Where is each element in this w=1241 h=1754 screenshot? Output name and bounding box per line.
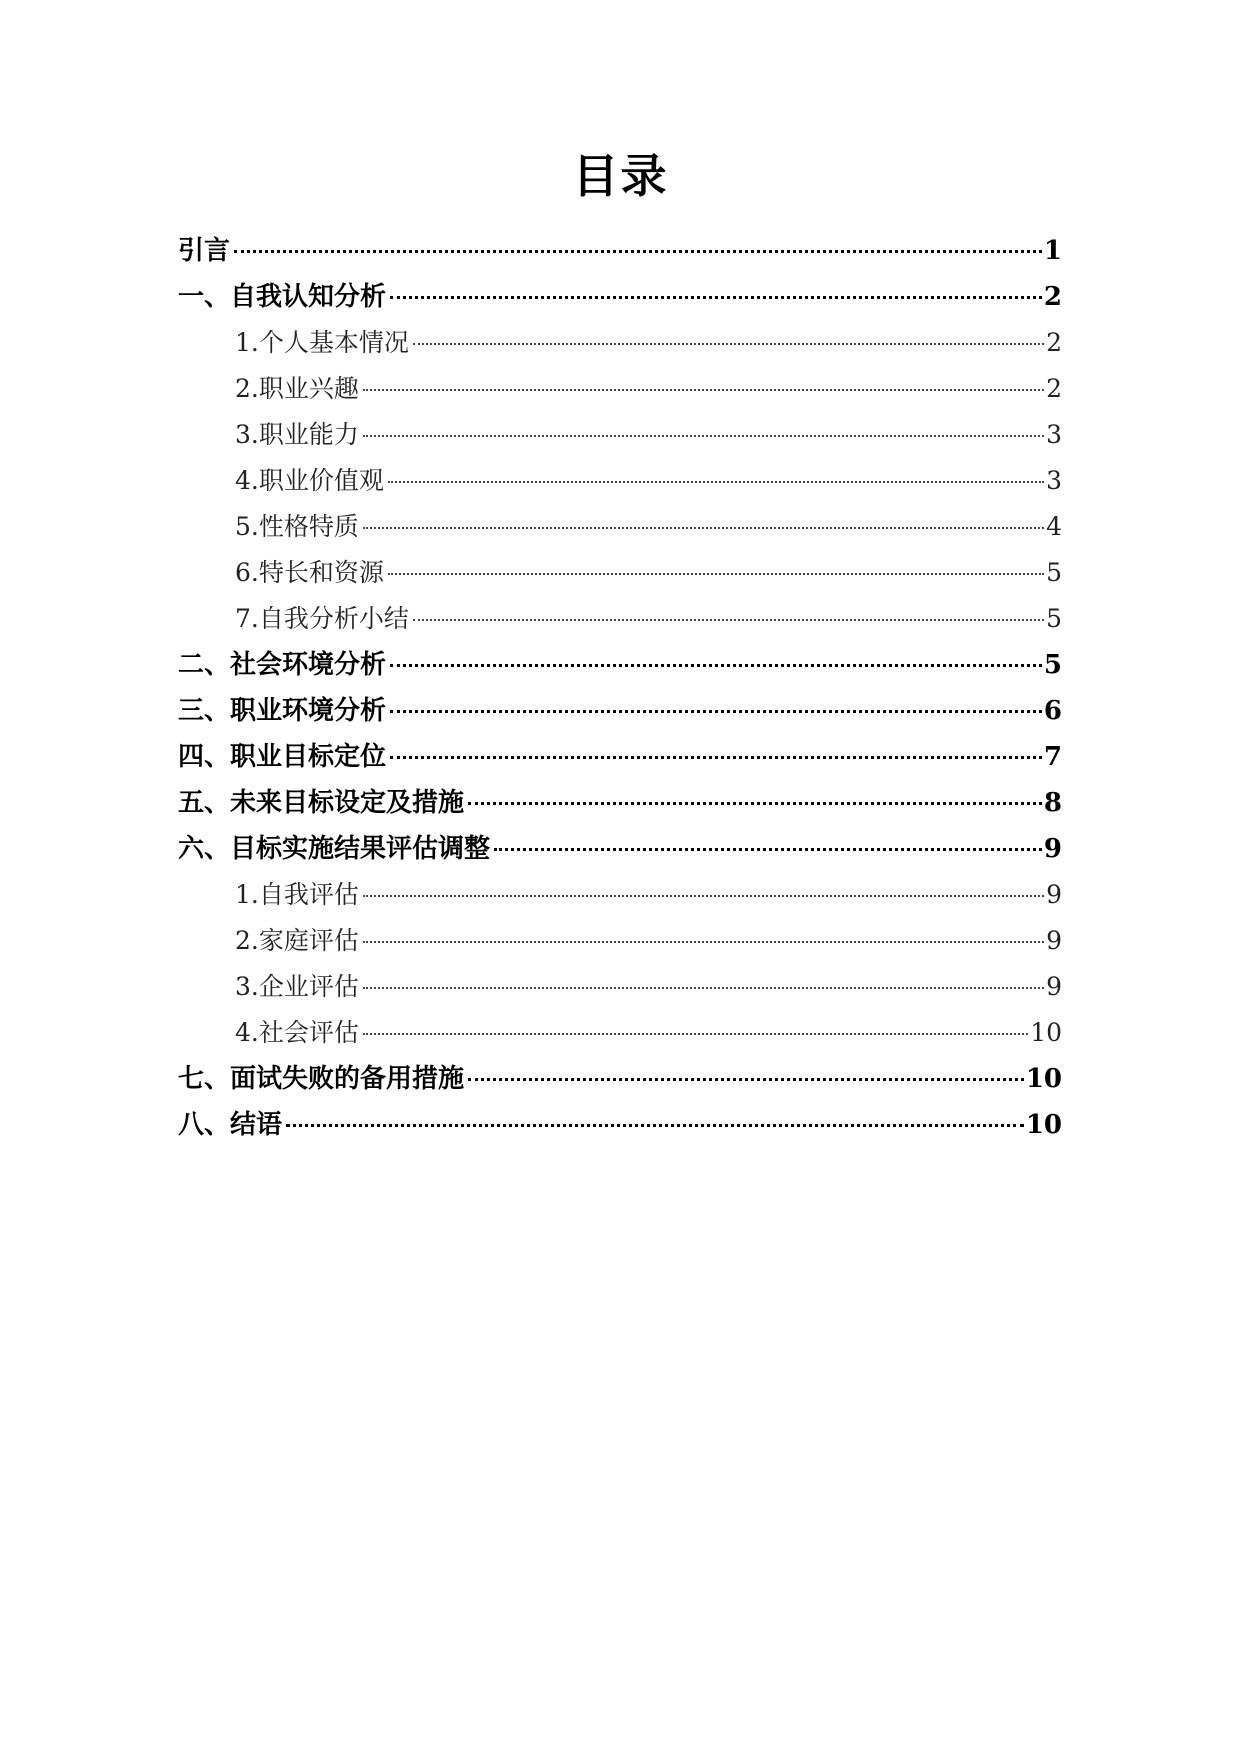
toc-entry-label: 7.自我分析小结 xyxy=(235,604,409,633)
toc-dot-leader xyxy=(413,619,1044,621)
table-of-contents xyxy=(178,228,1062,1148)
toc-subentry-personal-info[interactable] xyxy=(178,320,1062,366)
toc-dot-leader xyxy=(363,435,1044,437)
toc-subentry-career-ability[interactable] xyxy=(178,412,1062,458)
toc-entry-label: 6.特长和资源 xyxy=(235,558,384,587)
page-title: 目录 xyxy=(572,149,669,203)
toc-entry-career-goal[interactable] xyxy=(178,734,1062,780)
toc-entry-label: 2.家庭评估 xyxy=(235,926,359,955)
toc-entry-page: 9 xyxy=(1046,880,1062,909)
toc-dot-leader xyxy=(390,756,1042,759)
toc-entry-label: 3.企业评估 xyxy=(235,972,359,1001)
toc-dot-leader xyxy=(390,664,1042,667)
toc-entry-label: 四、职业目标定位 xyxy=(178,742,387,772)
toc-entry-label: 二、社会环境分析 xyxy=(178,650,387,680)
toc-entry-label: 八、结语 xyxy=(178,1110,283,1140)
toc-dot-leader xyxy=(234,250,1042,253)
toc-dot-leader xyxy=(363,987,1044,989)
toc-dot-leader xyxy=(363,941,1044,943)
toc-dot-leader xyxy=(363,895,1044,897)
toc-dot-leader xyxy=(363,1033,1028,1035)
toc-subentry-self-summary[interactable] xyxy=(178,596,1062,642)
toc-subentry-self-evaluation[interactable] xyxy=(178,872,1062,918)
toc-dot-leader xyxy=(494,848,1042,851)
toc-subentry-career-interest[interactable] xyxy=(178,366,1062,412)
toc-dot-leader xyxy=(468,802,1042,805)
toc-entry-label: 三、职业环境分析 xyxy=(178,696,387,726)
toc-subentry-career-values[interactable] xyxy=(178,458,1062,504)
toc-entry-future-goals[interactable] xyxy=(178,780,1062,826)
toc-entry-page: 1 xyxy=(1043,236,1062,266)
toc-subentry-strengths-resources[interactable] xyxy=(178,550,1062,596)
toc-entry-introduction[interactable] xyxy=(178,228,1062,274)
toc-entry-page: 2 xyxy=(1043,282,1062,312)
toc-dot-leader xyxy=(390,296,1042,299)
toc-entry-page: 7 xyxy=(1043,742,1062,772)
toc-entry-page: 9 xyxy=(1046,972,1062,1001)
toc-dot-leader xyxy=(468,1078,1024,1081)
toc-entry-evaluation-adjustment[interactable] xyxy=(178,826,1062,872)
toc-entry-page: 8 xyxy=(1043,788,1062,818)
toc-entry-label: 4.社会评估 xyxy=(235,1018,359,1047)
toc-entry-conclusion[interactable] xyxy=(178,1102,1062,1148)
toc-entry-label: 1.个人基本情况 xyxy=(235,328,409,357)
toc-entry-label: 3.职业能力 xyxy=(235,420,359,449)
toc-entry-page: 3 xyxy=(1046,466,1062,495)
toc-subentry-family-evaluation[interactable] xyxy=(178,918,1062,964)
toc-dot-leader xyxy=(388,481,1044,483)
toc-entry-label: 六、目标实施结果评估调整 xyxy=(178,834,491,864)
toc-dot-leader xyxy=(413,343,1044,345)
toc-entry-page: 6 xyxy=(1043,696,1062,726)
toc-entry-label: 2.职业兴趣 xyxy=(235,374,359,403)
toc-dot-leader xyxy=(286,1124,1024,1127)
toc-subentry-company-evaluation[interactable] xyxy=(178,964,1062,1010)
toc-entry-page: 4 xyxy=(1046,512,1062,541)
toc-entry-backup-measures[interactable] xyxy=(178,1056,1062,1102)
toc-entry-social-environment[interactable] xyxy=(178,642,1062,688)
toc-entry-self-analysis[interactable] xyxy=(178,274,1062,320)
toc-entry-label: 5.性格特质 xyxy=(235,512,359,541)
toc-dot-leader xyxy=(390,710,1042,713)
toc-dot-leader xyxy=(363,389,1044,391)
toc-entry-label: 五、未来目标设定及措施 xyxy=(178,788,465,818)
toc-entry-page: 9 xyxy=(1043,834,1062,864)
toc-entry-career-environment[interactable] xyxy=(178,688,1062,734)
toc-entry-label: 一、自我认知分析 xyxy=(178,282,387,312)
toc-entry-page: 9 xyxy=(1046,926,1062,955)
toc-subentry-social-evaluation[interactable] xyxy=(178,1010,1062,1056)
toc-subentry-personality[interactable] xyxy=(178,504,1062,550)
toc-entry-label: 七、面试失败的备用措施 xyxy=(178,1064,465,1094)
toc-dot-leader xyxy=(388,573,1044,575)
toc-entry-label: 引言 xyxy=(178,236,231,266)
toc-entry-page: 10 xyxy=(1030,1018,1062,1047)
toc-dot-leader xyxy=(363,527,1044,529)
toc-entry-page: 5 xyxy=(1043,650,1062,680)
toc-entry-page: 5 xyxy=(1046,558,1062,587)
toc-entry-label: 4.职业价值观 xyxy=(235,466,384,495)
toc-entry-page: 2 xyxy=(1046,374,1062,403)
toc-entry-page: 2 xyxy=(1046,328,1062,357)
toc-entry-page: 10 xyxy=(1025,1064,1062,1094)
toc-entry-label: 1.自我评估 xyxy=(235,880,359,909)
toc-entry-page: 10 xyxy=(1025,1110,1062,1140)
toc-entry-page: 5 xyxy=(1046,604,1062,633)
toc-entry-page: 3 xyxy=(1046,420,1062,449)
